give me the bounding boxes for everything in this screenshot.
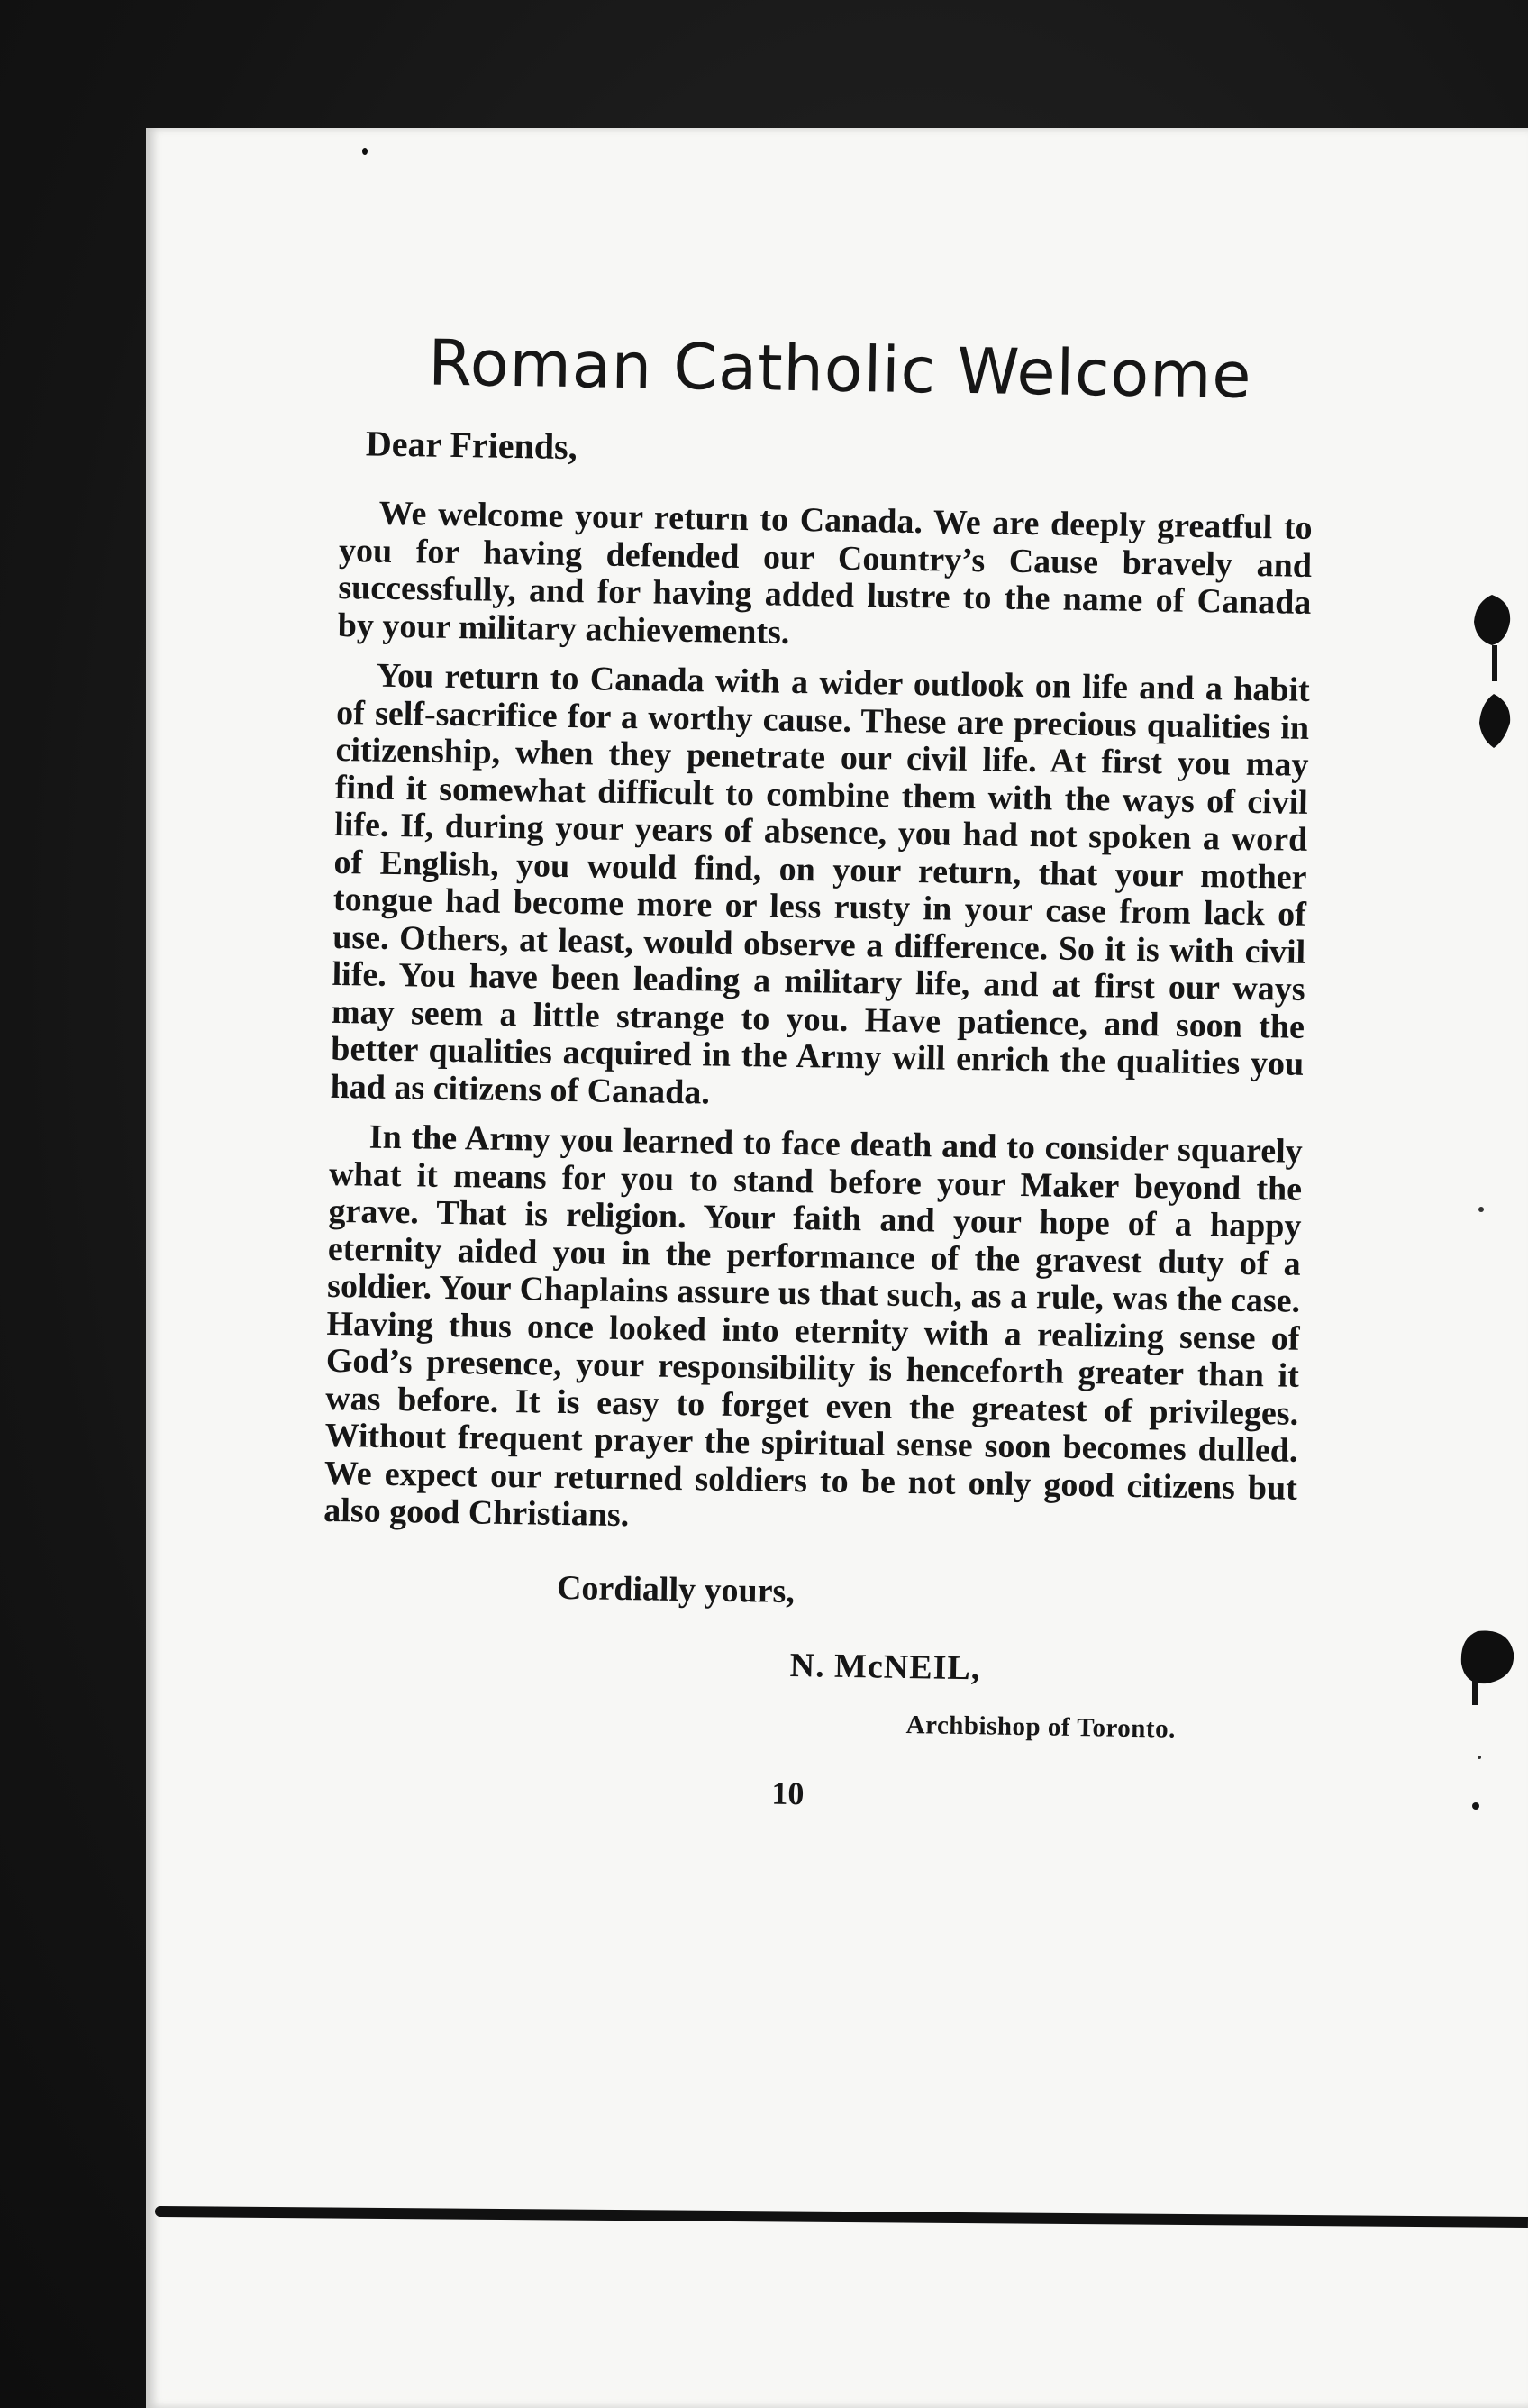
closing: Cordially yours, [556, 1568, 796, 1610]
paragraph-2: You return to Canada with a wider outlook on life and a habit of self-sacrifice for a worthy cause. These are precious qualities in citizenship, when they penetrate our civil life. At first you may find it somewhat difficult to combine them with the ways of civil life. If, during your years of absence, you had not spoken a word of English, you would find, on your return, that your mother tongue had become more or less rusty in your case from lack of use. Others, at least, would observe a difference. So it is with civil life. You have been leading a military life, and at first our ways may seem a little strange to you. Have patience, and soon the better qualities acquired in the Army will enrich the qualities you had as citizens of Canada. [330, 656, 1311, 1112]
signer-name: N. McNEIL, [789, 1646, 981, 1687]
page-number: 10 [771, 1774, 805, 1811]
signer-title: Archbishop of Toronto. [905, 1710, 1177, 1744]
paragraph-3: In the Army you learned to face death and to consider squarely what it means for you to stand before your Maker beyond the grave. That is religion. Your faith and your hope of a happy eternity aided you in the performance of the gravest duty of a soldier. Your Chaplains assure us that such, as a rule, was the case. Having thus once looked into eternity with a realizing sense of God’s presence, your responsibility is henceforth greater than it was before. It is easy to forget even the greatest of privileges. Without frequent prayer the spiritual sense soon becomes dulled. We expect our returned soldiers to be not only good citizens but also good Christians. [323, 1117, 1304, 1535]
paragraph-1: We welcome your return to Canada. We are deeply greatful to you for having defended our Country’s Cause bravely and successfully, and for having added lustre to the name of Canada by your military achievements. [337, 494, 1313, 652]
salutation: Dear Friends, [365, 423, 578, 468]
page-title: Roman Catholic Welcome [427, 325, 1253, 413]
ink-speck [362, 148, 368, 155]
document-body [319, 324, 1315, 1820]
